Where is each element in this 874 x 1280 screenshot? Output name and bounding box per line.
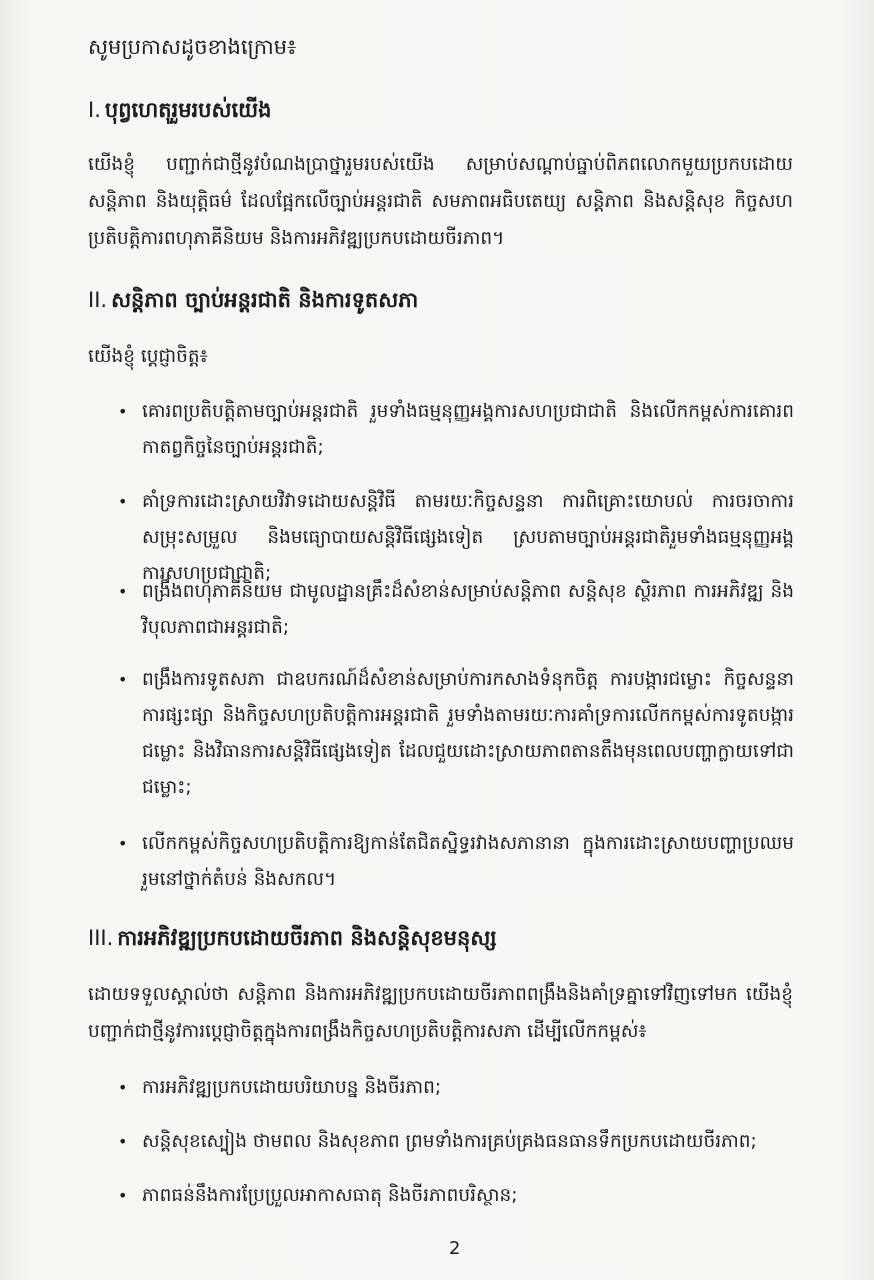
bullet-icon: • bbox=[118, 1132, 128, 1151]
list-item-text: គាំទ្រការដោះស្រាយវិវាទដោយសន្តិវិធី តាមរយៈកិច្ចសន្ទនា ការពិគ្រោះយោបល់ ការចរចាការសម្រុះសម្រួល និងមធ្យោបាយសន្តិវិធីផ្សេងទៀត ស្របតាមច្បាប់អន្តរជាតិរួមទាំងធម្មនុញ្ញអង្គការសហប្រជាជាតិ; bbox=[142, 491, 794, 584]
list-item bbox=[118, 394, 794, 466]
bullet-icon: • bbox=[118, 834, 128, 853]
list-item bbox=[118, 826, 794, 898]
bullet-icon: • bbox=[118, 492, 128, 511]
section-3-title: ការអភិវឌ្ឍប្រកបដោយចីរភាព និងសន្តិសុខមនុស្ស bbox=[117, 926, 497, 950]
section-1-paragraph: យើងខ្ញុំ បញ្ជាក់ជាថ្មីនូវបំណងប្រាថ្នារួមរបស់យើង សម្រាប់សណ្តាប់ធ្នាប់ពិភពលោកមួយប្រកបដោយសន្តិភាព និងយុត្តិធម៌ ដែលផ្អែកលើច្បាប់អន្តរជាតិ សមភាពអធិបតេយ្យ សន្តិភាព និងសន្តិសុខ កិច្ចសហប្រតិបត្តិការពហុភាគីនិយម និងការអភិវឌ្ឍប្រកបដោយចីរភាព។ bbox=[88, 154, 793, 249]
section-2-paragraph: យើងខ្ញុំ ប្តេជ្ញាចិត្ត៖ bbox=[88, 346, 208, 367]
intro-line: សូមប្រកាសដូចខាងក្រោម៖ bbox=[88, 35, 297, 59]
page-number: 2 bbox=[449, 1238, 461, 1259]
list-item-text: គោរពប្រតិបត្តិតាមច្បាប់អន្តរជាតិ រួមទាំងធម្មនុញ្ញអង្គការសហប្រជាជាតិ និងលើកកម្ពស់ការគោរពកាតព្វកិច្ចនៃច្បាប់អន្តរជាតិ; bbox=[142, 401, 794, 458]
list-item bbox=[118, 1178, 794, 1214]
list-item-text: លើកកម្ពស់កិច្ចសហប្រតិបត្តិការឱ្យកាន់តែជិតស្និទ្ធរវាងសភានានា ក្នុងការដោះស្រាយបញ្ហាប្រឈមរួមនៅថ្នាក់តំបន់ និងសកល។ bbox=[142, 833, 794, 890]
section-3-number: III. bbox=[88, 926, 114, 950]
list-item bbox=[118, 574, 794, 646]
section-2-title: សន្តិភាព ច្បាប់អន្តរជាតិ និងការទូតសភា bbox=[111, 288, 419, 312]
list-item-text: ពង្រឹងពហុភាគីនិយម ជាមូលដ្ឋានគ្រឹះដ៏សំខាន់សម្រាប់សន្តិភាព សន្តិសុខ ស្ថិរភាព ការអភិវឌ្ឍ និងវិបុលភាពជាអន្តរជាតិ; bbox=[142, 581, 794, 638]
list-item-text: ការអភិវឌ្ឍប្រកបដោយបរិយាបន្ន និងចីរភាព; bbox=[142, 1077, 442, 1098]
list-item bbox=[118, 662, 794, 806]
section-3-paragraph: ដោយទទួលស្គាល់ថា សន្តិភាព និងការអភិវឌ្ឍប្រកបដោយចីរភាពពង្រឹងនិងគាំទ្រគ្នាទៅវិញទៅមក យើងខ្ញុំ បញ្ជាក់ជាថ្មីនូវការប្តេជ្ញាចិត្តក្នុងការពង្រឹងកិច្ចសហប្រតិបត្តិការសភា ដើម្បីលើកកម្ពស់៖ bbox=[88, 984, 793, 1042]
list-item-text: ភាពធន់នឹងការប្រែប្រួលអាកាសធាតុ និងចីរភាពបរិស្ថាន; bbox=[142, 1185, 518, 1206]
section-2-heading bbox=[88, 284, 418, 316]
bullet-icon: • bbox=[118, 582, 128, 601]
list-item-text: ពង្រឹងការទូតសភា ជាឧបករណ៍ដ៏សំខាន់សម្រាប់ការកសាងទំនុកចិត្ត ការបង្ការជម្លោះ កិច្ចសន្ទនា ការផ្សះផ្សា និងកិច្ចសហប្រតិបត្តិការអន្តរជាតិ រួមទាំងតាមរយៈការគាំទ្រការលើកកម្ពស់ការទូតបង្ការជម្លោះ និងវិធានការសន្តិវិធីផ្សេងទៀត ដែលជួយដោះស្រាយភាពតានតឹងមុនពេលបញ្ហាក្លាយទៅជាជម្លោះ; bbox=[142, 669, 794, 798]
section-1-title: បុព្វហេតុរួមរបស់យើង bbox=[104, 98, 272, 122]
section-3-heading bbox=[88, 922, 497, 954]
section-2-number: II. bbox=[88, 288, 108, 312]
bullet-icon: • bbox=[118, 402, 128, 421]
bullet-icon: • bbox=[118, 670, 128, 689]
bullet-icon: • bbox=[118, 1186, 128, 1205]
bullet-icon: • bbox=[118, 1078, 128, 1097]
list-item bbox=[118, 1070, 794, 1106]
section-1-number: I. bbox=[88, 98, 101, 122]
list-item-text: សន្តិសុខស្បៀង ថាមពល និងសុខភាព ព្រមទាំងការគ្រប់គ្រងធនធានទឹកប្រកបដោយចីរភាព; bbox=[142, 1131, 757, 1152]
section-1-heading bbox=[88, 94, 272, 126]
list-item bbox=[118, 1124, 794, 1160]
